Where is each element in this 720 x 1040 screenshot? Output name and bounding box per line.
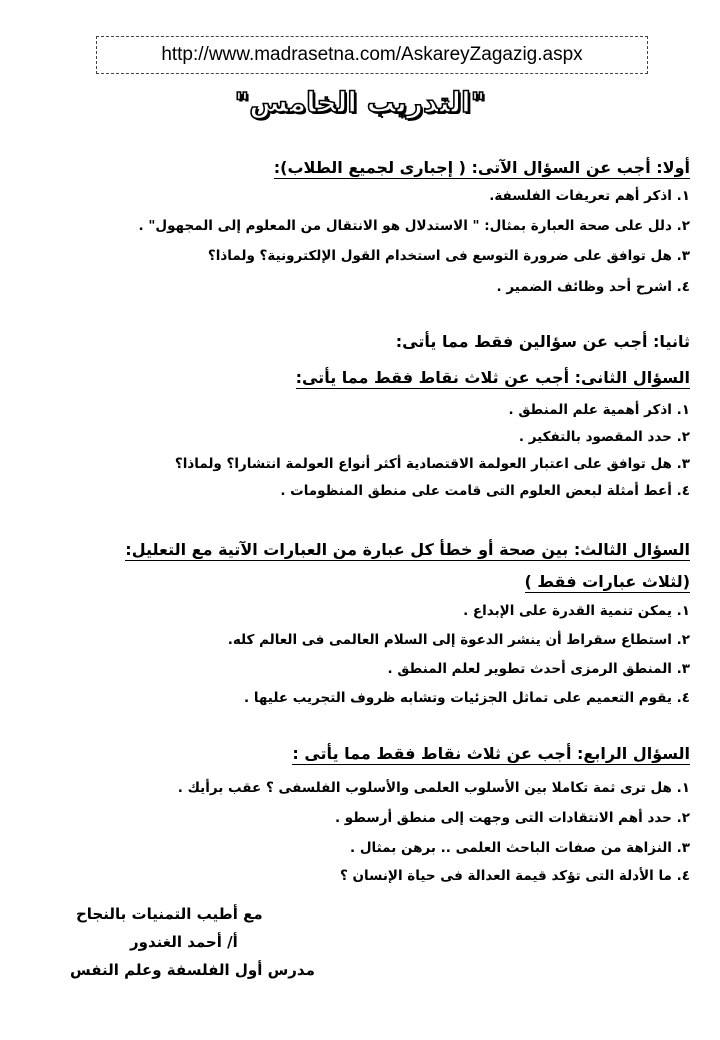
question-item: ١. اذكر أهم تعريفات الفلسفة. bbox=[489, 188, 690, 204]
question-item: ٣. النزاهة من صفات الباحث العلمى .. برهن بمثال . bbox=[350, 840, 690, 856]
question-item: ٤. اشرح أحد وظائف الضمير . bbox=[496, 279, 690, 295]
signature-wishes: مع أطيب التمنيات بالنجاح bbox=[76, 905, 263, 923]
question-item: ٣. المنطق الرمزى أحدث تطوير لعلم المنطق . bbox=[387, 661, 690, 677]
question-item: ١. اذكر أهمية علم المنطق . bbox=[508, 402, 690, 418]
section3-heading: السؤال الثالث: بين صحة أو خطأ كل عبارة من العبارات الآتية مع التعليل: bbox=[125, 540, 690, 559]
source-url: http://www.madrasetna.com/AskareyZagazig.aspx bbox=[96, 36, 648, 74]
question-item: ٢. دلل على صحة العبارة بمثال: " الاستدلال هو الانتقال من المعلوم إلى المجهول" . bbox=[138, 218, 690, 234]
question-item: ١. هل ترى ثمة تكاملا بين الأسلوب العلمى والأسلوب الفلسفى ؟ عقب برأيك . bbox=[177, 780, 690, 796]
question-item: ٢. حدد المقصود بالتفكير . bbox=[518, 429, 690, 445]
question-item: ٢. استطاع سقراط أن ينشر الدعوة إلى السلام العالمى فى العالم كله. bbox=[227, 632, 690, 648]
question-item: ١. يمكن تنمية القدرة على الإبداع . bbox=[463, 603, 690, 619]
section1-heading: أولا: أجب عن السؤال الآتى: ( إجبارى لجميع الطلاب): bbox=[273, 158, 690, 177]
question-item: ٤. ما الأدلة التى تؤكد قيمة العدالة فى حياة الإنسان ؟ bbox=[340, 868, 690, 884]
question-item: ٣. هل توافق على اعتبار العولمة الاقتصادية أكثر أنواع العولمة انتشارا؟ ولماذا؟ bbox=[174, 456, 690, 472]
signature-role: مدرس أول الفلسفة وعلم النفس bbox=[70, 961, 315, 979]
section3-subheading: (لثلاث عبارات فقط ) bbox=[524, 572, 690, 591]
page-title: "التدريب الخامس" bbox=[234, 86, 486, 119]
question-item: ٢. حدد أهم الانتقادات التى وجهت إلى منطق أرسطو . bbox=[334, 810, 690, 826]
section2-subheading: السؤال الثانى: أجب عن ثلاث نقاط فقط مما يأتى: bbox=[295, 368, 690, 387]
question-item: ٣. هل توافق على ضرورة التوسع فى استخدام القول الإلكترونية؟ ولماذا؟ bbox=[207, 248, 690, 264]
section2-heading: ثانيا: أجب عن سؤالين فقط مما يأتى: bbox=[395, 332, 690, 351]
section4-heading: السؤال الرابع: أجب عن ثلاث نقاط فقط مما يأتى : bbox=[292, 744, 690, 763]
signature-name: أ/ أحمد الغندور bbox=[130, 933, 238, 951]
question-item: ٤. أعط أمثلة لبعض العلوم التى قامت على منطق المنظومات . bbox=[280, 483, 690, 499]
question-item: ٤. يقوم التعميم على تماثل الجزئيات وتشابه ظروف التجريب عليها . bbox=[244, 690, 690, 706]
